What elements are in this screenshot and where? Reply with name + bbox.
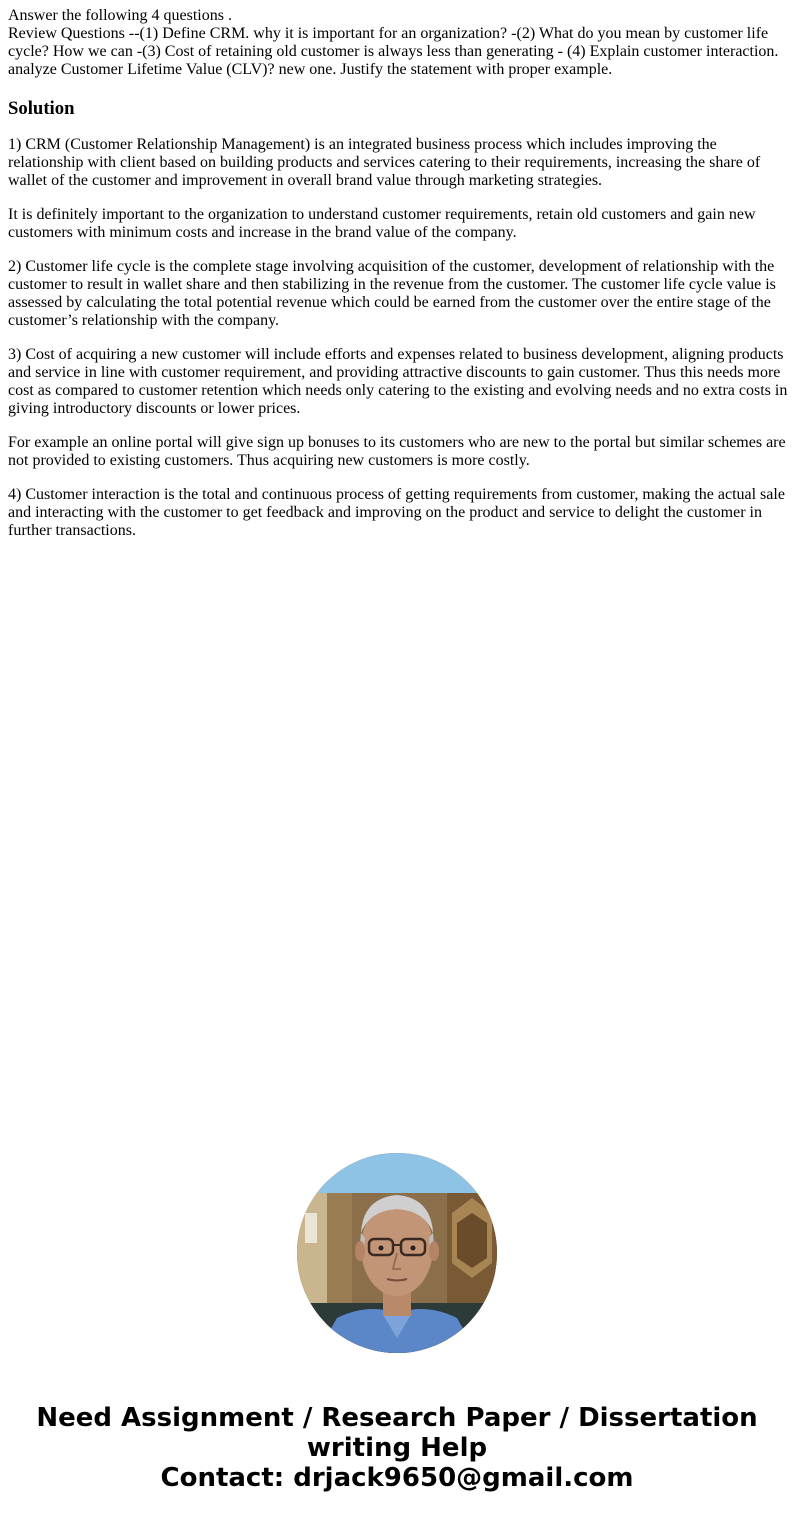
question-block: [8, 7, 788, 79]
answer-paragraph-1: 1) CRM (Customer Relationship Management) is an integrated business process which includes improving the relationship with client based on building products and services catering to their requirements, increasing the share of wallet of the customer and improvement in overall brand value through marketing strategies.: [8, 136, 761, 189]
answer-paragraph-5: For example an online portal will give sign up bonuses to its customers who are new to the portal but similar schemes are not provided to existing customers. Thus acquiring new customers is more costly.: [8, 434, 786, 469]
solution-body: [8, 136, 788, 540]
author-portrait-image: [297, 1153, 497, 1353]
footer-line-1: Need Assignment / Research Paper / Dissertation: [36, 1403, 758, 1433]
footer-contact: Contact: drjack9650@gmail.com: [160, 1463, 634, 1493]
document-content: [8, 7, 788, 556]
answer-paragraph-4: 3) Cost of acquiring a new customer will include efforts and expenses related to business development, aligning products and service in line with customer requirement, and providing attractive discounts to gain customer. Thus this needs more cost as compared to customer retention which needs only catering to the existing and evolving needs and no extra costs in giving introductory discounts or lower prices.: [8, 346, 788, 417]
answer-paragraph-6: 4) Customer interaction is the total and continuous process of getting requirements from customer, making the actual sale and interacting with the customer to get feedback and improving on the product and service to delight the customer in further transactions.: [8, 486, 785, 539]
footer-line-2: writing Help: [306, 1433, 488, 1463]
solution-heading: Solution: [8, 98, 75, 119]
answer-paragraph-3: 2) Customer life cycle is the complete stage involving acquisition of the customer, development of relationship with the customer to result in wallet share and then stabilizing in the revenue from the customer. The customer life cycle value is assessed by calculating the total potential revenue which could be earned from the customer over the entire stage of the customer’s relationship with the company.: [8, 258, 776, 329]
question-intro: Answer the following 4 questions .: [8, 7, 232, 24]
footer-promo: [0, 1403, 794, 1493]
answer-paragraph-2: It is definitely important to the organization to understand customer requirements, retain old customers and gain new customers with minimum costs and increase in the brand value of the company.: [8, 206, 756, 241]
author-avatar: [297, 1153, 497, 1353]
question-body: Review Questions --(1) Define CRM. why it is important for an organization? -(2) What do you mean by customer life cycle? How we can -(3) Cost of retaining old customer is always less than generating - (4) Explain customer interaction. analyze Customer Lifetime Value (CLV)? new one. Justify the statement with proper example.: [8, 25, 779, 78]
